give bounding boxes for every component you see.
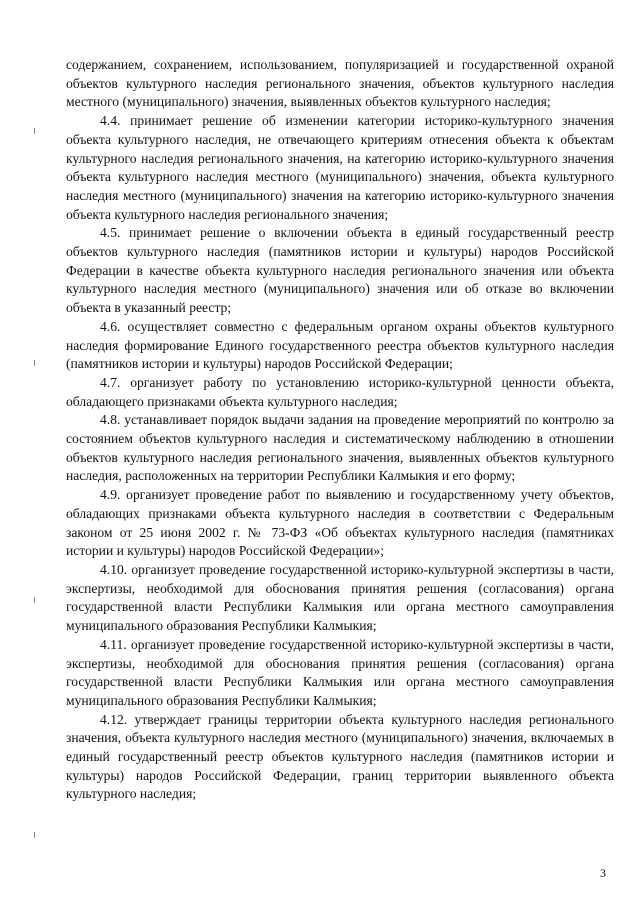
paragraph-4-4: 4.4. принимает решение об изменении категории историко-культурного значения объекта культурного наследия, не отвечающего критериям отнесения объекта к объектам культурного наследия регионального значения, на категорию историко-культурного значения объекта культурного наследия местного (муниципального) значения, объекта культурного наследия местного (муниципального) значения на категорию историко-культурного значения объекта культурного наследия регионального значения; bbox=[66, 113, 614, 222]
scan-margin-mark bbox=[34, 597, 35, 603]
paragraph-4-7: 4.7. организует работу по установлению историко-культурной ценности объекта, обладающего признаками объекта культурного наследия; bbox=[66, 374, 614, 409]
paragraph-4-8: 4.8. устанавливает порядок выдачи задания на проведение мероприятий по контролю за состоянием объектов культурного наследия и систематическому наблюдению в отношении объектов культурного наследия регионального значения, выявленных объектов культурного наследия, расположенных на территории Республики Калмыкия и его форму; bbox=[66, 412, 614, 484]
paragraph-4-5: 4.5. принимает решение о включении объекта в единый государственный реестр объектов культурного наследия (памятников истории и культуры) народов Российской Федерации в качестве объекта культурного наследия регионального значения или объекта культурного наследия местного (муниципального) значения или об отказе во включении объекта в указанный реестр; bbox=[66, 225, 614, 316]
document-body bbox=[66, 56, 614, 804]
scan-margin-mark bbox=[34, 832, 35, 838]
paragraph-4-11: 4.11. организует проведение государственной историко-культурной экспертизы в части, экспертизы, необходимой для обоснования принятия решения (согласования) органа государственной власти Республики Калмыкия или органа местного самоуправления муниципального образования Республики Калмыкия; bbox=[66, 636, 614, 708]
page-number: 3 bbox=[600, 866, 606, 880]
paragraph-4-9: 4.9. организует проведение работ по выявлению и государственному учету объектов, обладающих признаками объекта культурного наследия в соответствии с Федеральным законом от 25 июня 2002 г. № 73-ФЗ «Об объектах культурного наследия (памятниках истории и культуры) народов Российской Федерации»; bbox=[66, 487, 614, 559]
paragraph-4-12: 4.12. утверждает границы территории объекта культурного наследия регионального значения, объекта культурного наследия местного (муниципального) значения, включаемых в единый государственный реестр объектов культурного наследия (памятников истории и культуры) народов Российской Федерации, границ территории выявленного объекта культурного наследия; bbox=[66, 711, 614, 802]
paragraph-4-10: 4.10. организует проведение государственной историко-культурной экспертизы в части, экспертизы, необходимой для обоснования принятия решения (согласования) органа государственной власти Республики Калмыкия или органа местного самоуправления муниципального образования Республики Калмыкия; bbox=[66, 561, 614, 634]
paragraph-4-6: 4.6. осуществляет совместно с федеральным органом охраны объектов культурного наследия формирование Единого государственного реестра объектов культурного наследия (памятников истории и культуры) народов Российской Федерации; bbox=[66, 318, 614, 372]
scan-margin-mark bbox=[34, 360, 35, 366]
scan-margin-mark bbox=[34, 128, 35, 134]
paragraph-continuation: содержанием, сохранением, использованием, популяризацией и государственной охраной объектов культурного наследия регионального значения, объектов культурного наследия местного (муниципального) значения, выявленных объектов культурного наследия; bbox=[66, 57, 614, 110]
